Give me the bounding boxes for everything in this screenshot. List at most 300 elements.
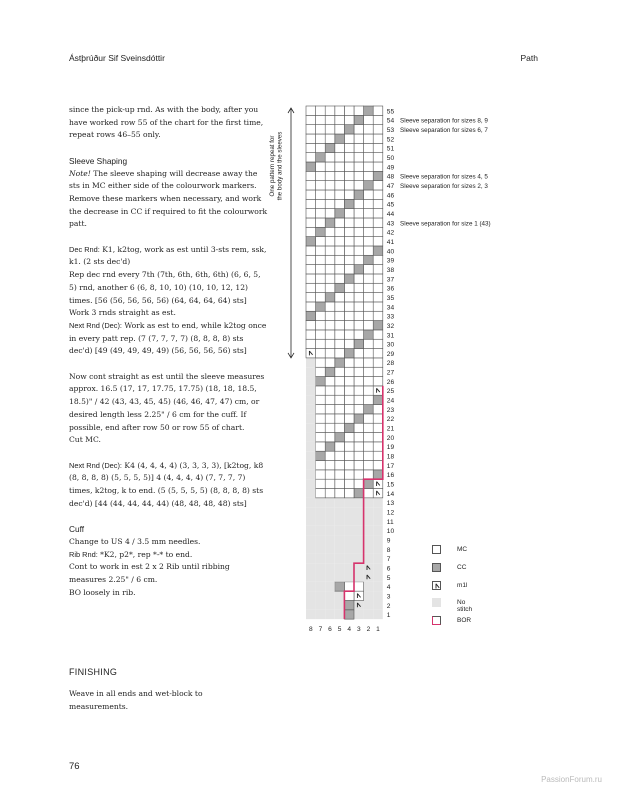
chart-cell-r37-c8 <box>306 274 316 283</box>
chart-cell-r13-c2 <box>364 498 374 507</box>
chart-cell-r29-c7 <box>316 349 326 358</box>
chart-cell-r4-c8 <box>306 582 316 591</box>
chart-cell-r24-c1 <box>373 395 383 404</box>
chart-cell-r19-c8 <box>306 442 316 451</box>
chart-cell-r9-c1 <box>373 535 383 544</box>
chart-cell-r21-c7 <box>316 423 326 432</box>
chart-cell-r45-c5 <box>335 199 345 208</box>
chart-cell-r5-c4 <box>344 573 354 582</box>
row-number: 7 <box>386 556 391 564</box>
chart-cell-r25-c2 <box>364 386 374 395</box>
chart-cell-r18-c3 <box>354 451 364 460</box>
chart-cell-r28-c3 <box>354 358 364 367</box>
rib-rnd-label: Rib Rnd: <box>69 549 98 559</box>
chart-cell-r52-c4 <box>344 134 354 143</box>
chart-cell-r29-c6 <box>325 349 335 358</box>
chart-cell-r19-c2 <box>364 442 374 451</box>
chart-cell-r49-c4 <box>344 162 354 171</box>
chart-cell-r21-c4 <box>344 423 354 432</box>
chart-cell-r6-c5 <box>335 563 345 572</box>
chart-cell-r27-c4 <box>344 367 354 376</box>
chart-cell-r35-c8 <box>306 293 316 302</box>
chart-cell-r31-c1 <box>373 330 383 339</box>
chart-cell-r44-c2 <box>364 209 374 218</box>
chart-cell-r19-c3 <box>354 442 364 451</box>
chart-cell-r13-c4 <box>344 498 354 507</box>
chart-cell-r33-c3 <box>354 311 364 320</box>
chart-cell-r23-c7 <box>316 405 326 414</box>
chart-cell-r48-c5 <box>335 171 345 180</box>
chart-cell-r22-c3 <box>354 414 364 423</box>
chart-cell-r30-c2 <box>364 339 374 348</box>
chart-cell-r47-c5 <box>335 181 345 190</box>
chart-cell-r29-c2 <box>364 349 374 358</box>
chart-cell-r31-c3 <box>354 330 364 339</box>
chart-cell-r12-c8 <box>306 507 316 516</box>
chart-cell-r46-c7 <box>316 190 326 199</box>
chart-cell-r31-c5 <box>335 330 345 339</box>
chart-cell-r7-c6 <box>325 554 335 563</box>
chart-cell-r20-c6 <box>325 433 335 442</box>
row-number: 52 <box>386 136 395 144</box>
row-number: 2 <box>386 602 391 610</box>
chart-cell-r44-c1 <box>373 209 383 218</box>
chart-cell-r10-c6 <box>325 526 335 535</box>
chart-cell-r6-c8 <box>306 563 316 572</box>
chart-cell-r44-c7 <box>316 209 326 218</box>
chart-cell-r30-c4 <box>344 339 354 348</box>
chart-cell-r30-c1 <box>373 339 383 348</box>
chart-cell-r34-c2 <box>364 302 374 311</box>
chart-cell-r20-c2 <box>364 433 374 442</box>
chart-cell-r9-c3 <box>354 535 364 544</box>
chart-cell-r25-c8 <box>306 386 316 395</box>
row-number: 50 <box>386 154 395 162</box>
chart-cell-r3-c1 <box>373 591 383 600</box>
chart-cell-r12-c6 <box>325 507 335 516</box>
chart-cell-r35-c5 <box>335 293 345 302</box>
chart-cell-r52-c7 <box>316 134 326 143</box>
chart-cell-r19-c4 <box>344 442 354 451</box>
chart-cell-r17-c1 <box>373 461 383 470</box>
chart-cell-r17-c3 <box>354 461 364 470</box>
chart-cell-r39-c5 <box>335 255 345 264</box>
chart-cell-r8-c8 <box>306 545 316 554</box>
chart-cell-r1-c1 <box>373 610 383 619</box>
row-number: 36 <box>386 285 395 293</box>
chart-cell-r1-c3 <box>354 610 364 619</box>
chart-cell-r15-c7 <box>316 479 326 488</box>
legend-swatch-no_stitch <box>432 598 441 607</box>
chart-cell-r36-c2 <box>364 283 374 292</box>
chart-cell-r41-c2 <box>364 237 374 246</box>
chart-cell-r19-c1 <box>373 442 383 451</box>
chart-cell-r14-c8 <box>306 489 316 498</box>
chart-cell-r43-c1 <box>373 218 383 227</box>
row-number: 11 <box>386 518 394 526</box>
legend-label: MC <box>457 546 468 553</box>
row-number: 44 <box>386 210 395 218</box>
chart-cell-r4-c7 <box>316 582 326 591</box>
chart-cell-r24-c7 <box>316 395 326 404</box>
row-number: 18 <box>386 453 395 461</box>
chart-cell-r40-c4 <box>344 246 354 255</box>
chart-cell-r34-c5 <box>335 302 345 311</box>
chart-cell-r19-c7 <box>316 442 326 451</box>
chart-cell-r52-c6 <box>325 134 335 143</box>
chart-cell-r24-c6 <box>325 395 335 404</box>
watermark: PassionForum.ru <box>541 775 602 784</box>
chart-cell-r15-c4 <box>344 479 354 488</box>
chart-cell-r10-c1 <box>373 526 383 535</box>
chart-cell-r24-c4 <box>344 395 354 404</box>
chart-cell-r55-c8 <box>306 106 316 115</box>
row-number: 55 <box>386 108 395 116</box>
row-number: 53 <box>386 126 395 134</box>
chart-cell-r11-c5 <box>335 517 345 526</box>
chart-cell-r9-c2 <box>364 535 374 544</box>
chart-cell-r25-c5 <box>335 386 345 395</box>
chart-cell-r50-c5 <box>335 153 345 162</box>
chart-cell-r27-c3 <box>354 367 364 376</box>
chart-cell-r23-c6 <box>325 405 335 414</box>
chart-cell-r6-c1 <box>373 563 383 572</box>
chart-cell-r10-c4 <box>344 526 354 535</box>
chart-cell-r7-c7 <box>316 554 326 563</box>
chart-cell-r16-c5 <box>335 470 345 479</box>
chart-cell-r25-c7 <box>316 386 326 395</box>
chart-cell-r51-c1 <box>373 143 383 152</box>
chart-cell-r48-c8 <box>306 171 316 180</box>
chart-cell-r3-c2 <box>364 591 374 600</box>
repeat-label: One pattern repeat forthe body and the sleeves <box>269 131 284 201</box>
chart-cell-r22-c6 <box>325 414 335 423</box>
chart-cell-r53-c3 <box>354 125 364 134</box>
chart-cell-r55-c1 <box>373 106 383 115</box>
chart-cell-r55-c2 <box>364 106 374 115</box>
chart-cell-r54-c5 <box>335 115 345 124</box>
chart-cell-r50-c7 <box>316 153 326 162</box>
next-rnd-text: Work as est to end, while k2tog once in every patt rep. (7 (7, 7, 7, 7) (8, 8, 8, 8) sts dec'd) [49 (49, 49, 49, 49) (56, 56, 56, 56) sts] <box>69 320 267 356</box>
chart-cell-r46-c8 <box>306 190 316 199</box>
chart-cell-r30-c7 <box>316 339 326 348</box>
chart-cell-r42-c1 <box>373 227 383 236</box>
chart-cell-r14-c3 <box>354 489 364 498</box>
chart-cell-r42-c4 <box>344 227 354 236</box>
chart-cell-r17-c5 <box>335 461 345 470</box>
chart-cell-r38-c5 <box>335 265 345 274</box>
chart-cell-r8-c4 <box>344 545 354 554</box>
chart-cell-r35-c2 <box>364 293 374 302</box>
chart-cell-r21-c5 <box>335 423 345 432</box>
chart-cell-r54-c1 <box>373 115 383 124</box>
chart-cell-r41-c7 <box>316 237 326 246</box>
column-number: 4 <box>347 626 352 634</box>
chart-cell-r16-c7 <box>316 470 326 479</box>
chart-cell-r45-c2 <box>364 199 374 208</box>
chart-cell-r40-c3 <box>354 246 364 255</box>
chart-cell-r20-c7 <box>316 433 326 442</box>
row-number: 51 <box>386 145 395 153</box>
row-number: 13 <box>386 500 395 508</box>
chart-cell-r23-c5 <box>335 405 345 414</box>
chart-cell-r20-c3 <box>354 433 364 442</box>
chart-cell-r15-c5 <box>335 479 345 488</box>
legend-label: CC <box>457 563 467 571</box>
legend-label: m1l <box>457 581 468 589</box>
chart-cell-r8-c1 <box>373 545 383 554</box>
chart-cell-r42-c3 <box>354 227 364 236</box>
sleeve-separation-note: Sleeve separation for sizes 2, 3 <box>400 182 488 190</box>
chart-cell-r33-c5 <box>335 311 345 320</box>
row-number: 29 <box>386 350 395 358</box>
chart-cell-r41-c1 <box>373 237 383 246</box>
row-number: 9 <box>386 537 391 545</box>
chart-cell-r32-c4 <box>344 321 354 330</box>
chart-cell-r53-c2 <box>364 125 374 134</box>
chart-cell-r38-c4 <box>344 265 354 274</box>
row-number: 34 <box>386 304 395 312</box>
chart-cell-r38-c7 <box>316 265 326 274</box>
chart-cell-r11-c8 <box>306 517 316 526</box>
chart-cell-r27-c2 <box>364 367 374 376</box>
chart-cell-r10-c2 <box>364 526 374 535</box>
chart-cell-r54-c2 <box>364 115 374 124</box>
chart-cell-r52-c8 <box>306 134 316 143</box>
chart-cell-r45-c1 <box>373 199 383 208</box>
chart-cell-r22-c4 <box>344 414 354 423</box>
chart-cell-r17-c8 <box>306 461 316 470</box>
chart-cell-r5-c7 <box>316 573 326 582</box>
chart-cell-r7-c1 <box>373 554 383 563</box>
chart-cell-r48-c1 <box>373 171 383 180</box>
chart-cell-r2-c8 <box>306 600 316 609</box>
chart-cell-r12-c5 <box>335 507 345 516</box>
next-rnd-label: Next Rnd (Dec): <box>69 320 122 330</box>
chart-cell-r47-c7 <box>316 181 326 190</box>
chart-cell-r51-c8 <box>306 143 316 152</box>
note-label: Note! <box>69 168 91 178</box>
column-number: 7 <box>318 626 323 634</box>
chart-cell-r28-c1 <box>373 358 383 367</box>
chart-cell-r46-c1 <box>373 190 383 199</box>
chart-cell-r3-c6 <box>325 591 335 600</box>
chart-cell-r12-c2 <box>364 507 374 516</box>
chart-cell-r16-c4 <box>344 470 354 479</box>
chart-cell-r7-c8 <box>306 554 316 563</box>
row-number: 39 <box>386 257 395 265</box>
chart-cell-r37-c4 <box>344 274 354 283</box>
chart-cell-r39-c1 <box>373 255 383 264</box>
chart-cell-r15-c6 <box>325 479 335 488</box>
chart-cell-r5-c1 <box>373 573 383 582</box>
chart-cell-r4-c5 <box>335 582 345 591</box>
chart-cell-r1-c2 <box>364 610 374 619</box>
row-number: 49 <box>386 164 395 172</box>
chart-cell-r53-c8 <box>306 125 316 134</box>
chart-cell-r30-c6 <box>325 339 335 348</box>
chart-cell-r1-c7 <box>316 610 326 619</box>
intro-paragraph: since the pick-up rnd. As with the body, after you have worked row 55 of the chart for the first time, repeat rows 46–55 only. <box>69 105 264 140</box>
column-number: 5 <box>337 626 342 634</box>
rib-continue-paragraph: Cont to work in est 2 x 2 Rib until ribbing measures 2.25" / 6 cm. <box>69 562 230 584</box>
chart-cell-r51-c7 <box>316 143 326 152</box>
chart-cell-r51-c4 <box>344 143 354 152</box>
chart-cell-r26-c8 <box>306 377 316 386</box>
chart-cell-r12-c1 <box>373 507 383 516</box>
chart-cell-r23-c1 <box>373 405 383 414</box>
chart-cell-r14-c6 <box>325 489 335 498</box>
row-number: 37 <box>386 276 395 284</box>
chart-cell-r53-c5 <box>335 125 345 134</box>
chart-cell-r15-c2 <box>364 479 374 488</box>
chart-cell-r31-c2 <box>364 330 374 339</box>
chart-cell-r23-c2 <box>364 405 374 414</box>
chart-cell-r47-c6 <box>325 181 335 190</box>
chart-cell-r42-c2 <box>364 227 374 236</box>
chart-cell-r47-c8 <box>306 181 316 190</box>
chart-cell-r34-c3 <box>354 302 364 311</box>
chart-cell-r2-c6 <box>325 600 335 609</box>
chart-cell-r55-c6 <box>325 106 335 115</box>
chart-cell-r6-c6 <box>325 563 335 572</box>
chart-cell-r49-c2 <box>364 162 374 171</box>
chart-cell-r22-c8 <box>306 414 316 423</box>
chart-cell-r43-c4 <box>344 218 354 227</box>
chart-cell-r11-c1 <box>373 517 383 526</box>
chart-cell-r41-c4 <box>344 237 354 246</box>
chart-cell-r55-c7 <box>316 106 326 115</box>
chart-cell-r24-c3 <box>354 395 364 404</box>
chart-cell-r3-c4 <box>344 591 354 600</box>
row-number: 41 <box>386 238 395 246</box>
chart-cell-r29-c1 <box>373 349 383 358</box>
chart-cell-r8-c5 <box>335 545 345 554</box>
chart-cell-r41-c5 <box>335 237 345 246</box>
chart-cell-r8-c7 <box>316 545 326 554</box>
chart-cell-r2-c2 <box>364 600 374 609</box>
chart-cell-r50-c8 <box>306 153 316 162</box>
chart-cell-r18-c7 <box>316 451 326 460</box>
cuff-heading: Cuff <box>69 524 85 535</box>
chart-cell-r5-c5 <box>335 573 345 582</box>
chart-cell-r6-c7 <box>316 563 326 572</box>
repeat-dec-paragraph: Rep dec rnd every 7th (7th, 6th, 6th, 6th) (6, 6, 5, 5) rnd, another 6 (6, 8, 10, 10) (10, 10, 12, 12) times. [56 (56, 56, 56, 56) (64, 64, 64, 64) sts] <box>69 270 261 305</box>
chart-cell-r54-c8 <box>306 115 316 124</box>
chart-cell-r32-c7 <box>316 321 326 330</box>
column-number: 8 <box>308 626 313 634</box>
chart-cell-r45-c4 <box>344 199 354 208</box>
chart-cell-r18-c6 <box>325 451 335 460</box>
page-number: 76 <box>69 761 80 772</box>
row-number: 8 <box>386 546 391 554</box>
chart-cell-r4-c2 <box>364 582 374 591</box>
row-number: 10 <box>386 528 395 536</box>
author-name: Ástþrúður Sif Sveinsdóttir <box>69 53 165 63</box>
chart-cell-r50-c1 <box>373 153 383 162</box>
chart-cell-r5-c8 <box>306 573 316 582</box>
chart-cell-r48-c3 <box>354 171 364 180</box>
chart-cell-r43-c3 <box>354 218 364 227</box>
chart-cell-r16-c1 <box>373 470 383 479</box>
chart-cell-r28-c5 <box>335 358 345 367</box>
chart-cell-r44-c4 <box>344 209 354 218</box>
row-number: 33 <box>386 313 395 321</box>
chart-cell-r39-c7 <box>316 255 326 264</box>
chart-cell-r32-c2 <box>364 321 374 330</box>
chart-cell-r30-c3 <box>354 339 364 348</box>
chart-cell-r49-c1 <box>373 162 383 171</box>
chart-cell-r12-c4 <box>344 507 354 516</box>
row-number: 35 <box>386 294 395 302</box>
chart-cell-r46-c4 <box>344 190 354 199</box>
sleeve-separation-note: Sleeve separation for size 1 (43) <box>400 220 491 228</box>
chart-cell-r4-c3 <box>354 582 364 591</box>
chart-cell-r17-c4 <box>344 461 354 470</box>
chart-cell-r46-c3 <box>354 190 364 199</box>
chart-cell-r2-c7 <box>316 600 326 609</box>
chart-cell-r36-c8 <box>306 283 316 292</box>
chart-cell-r35-c7 <box>316 293 326 302</box>
chart-cell-r27-c8 <box>306 367 316 376</box>
chart-cell-r46-c6 <box>325 190 335 199</box>
chart-cell-r44-c5 <box>335 209 345 218</box>
row-number: 38 <box>386 266 395 274</box>
row-number: 24 <box>386 397 395 405</box>
chart-cell-r15-c3 <box>354 479 364 488</box>
chart-cell-r28-c2 <box>364 358 374 367</box>
chart-cell-r21-c1 <box>373 423 383 432</box>
legend-swatch-mc <box>432 545 441 554</box>
chart-cell-r53-c7 <box>316 125 326 134</box>
row-number: 20 <box>386 434 395 442</box>
chart-cell-r51-c3 <box>354 143 364 152</box>
chart-cell-r47-c3 <box>354 181 364 190</box>
chart-cell-r37-c2 <box>364 274 374 283</box>
sleeve-separation-note: Sleeve separation for sizes 8, 9 <box>400 117 488 125</box>
row-number: 32 <box>386 322 395 330</box>
chart-cell-r32-c5 <box>335 321 345 330</box>
chart-cell-r9-c5 <box>335 535 345 544</box>
chart-cell-r52-c3 <box>354 134 364 143</box>
row-number: 27 <box>386 369 395 377</box>
chart-cell-r5-c6 <box>325 573 335 582</box>
chart-cell-r36-c3 <box>354 283 364 292</box>
finishing-paragraph: Weave in all ends and wet-block to measurements. <box>69 689 203 711</box>
chart-cell-r21-c6 <box>325 423 335 432</box>
chart-cell-r27-c1 <box>373 367 383 376</box>
chart-cell-r2-c4 <box>344 600 354 609</box>
chart-cell-r13-c8 <box>306 498 316 507</box>
chart-cell-r34-c1 <box>373 302 383 311</box>
chart-cell-r21-c3 <box>354 423 364 432</box>
chart-cell-r5-c3 <box>354 573 364 582</box>
chart-cell-r28-c8 <box>306 358 316 367</box>
chart-cell-r53-c4 <box>344 125 354 134</box>
legend-label: No stitch <box>457 599 473 614</box>
chart-cell-r49-c6 <box>325 162 335 171</box>
row-number: 22 <box>386 416 395 424</box>
chart-cell-r43-c8 <box>306 218 316 227</box>
chart-cell-r36-c7 <box>316 283 326 292</box>
chart-cell-r18-c8 <box>306 451 316 460</box>
chart-cell-r17-c7 <box>316 461 326 470</box>
chart-cell-r20-c5 <box>335 433 345 442</box>
chart-cell-r25-c6 <box>325 386 335 395</box>
dec-rnd-text: K1, k2tog, work as est until 3-sts rem, ssk, k1. (2 sts dec'd) <box>69 244 267 267</box>
chart-cell-r23-c8 <box>306 405 316 414</box>
chart-cell-r33-c4 <box>344 311 354 320</box>
